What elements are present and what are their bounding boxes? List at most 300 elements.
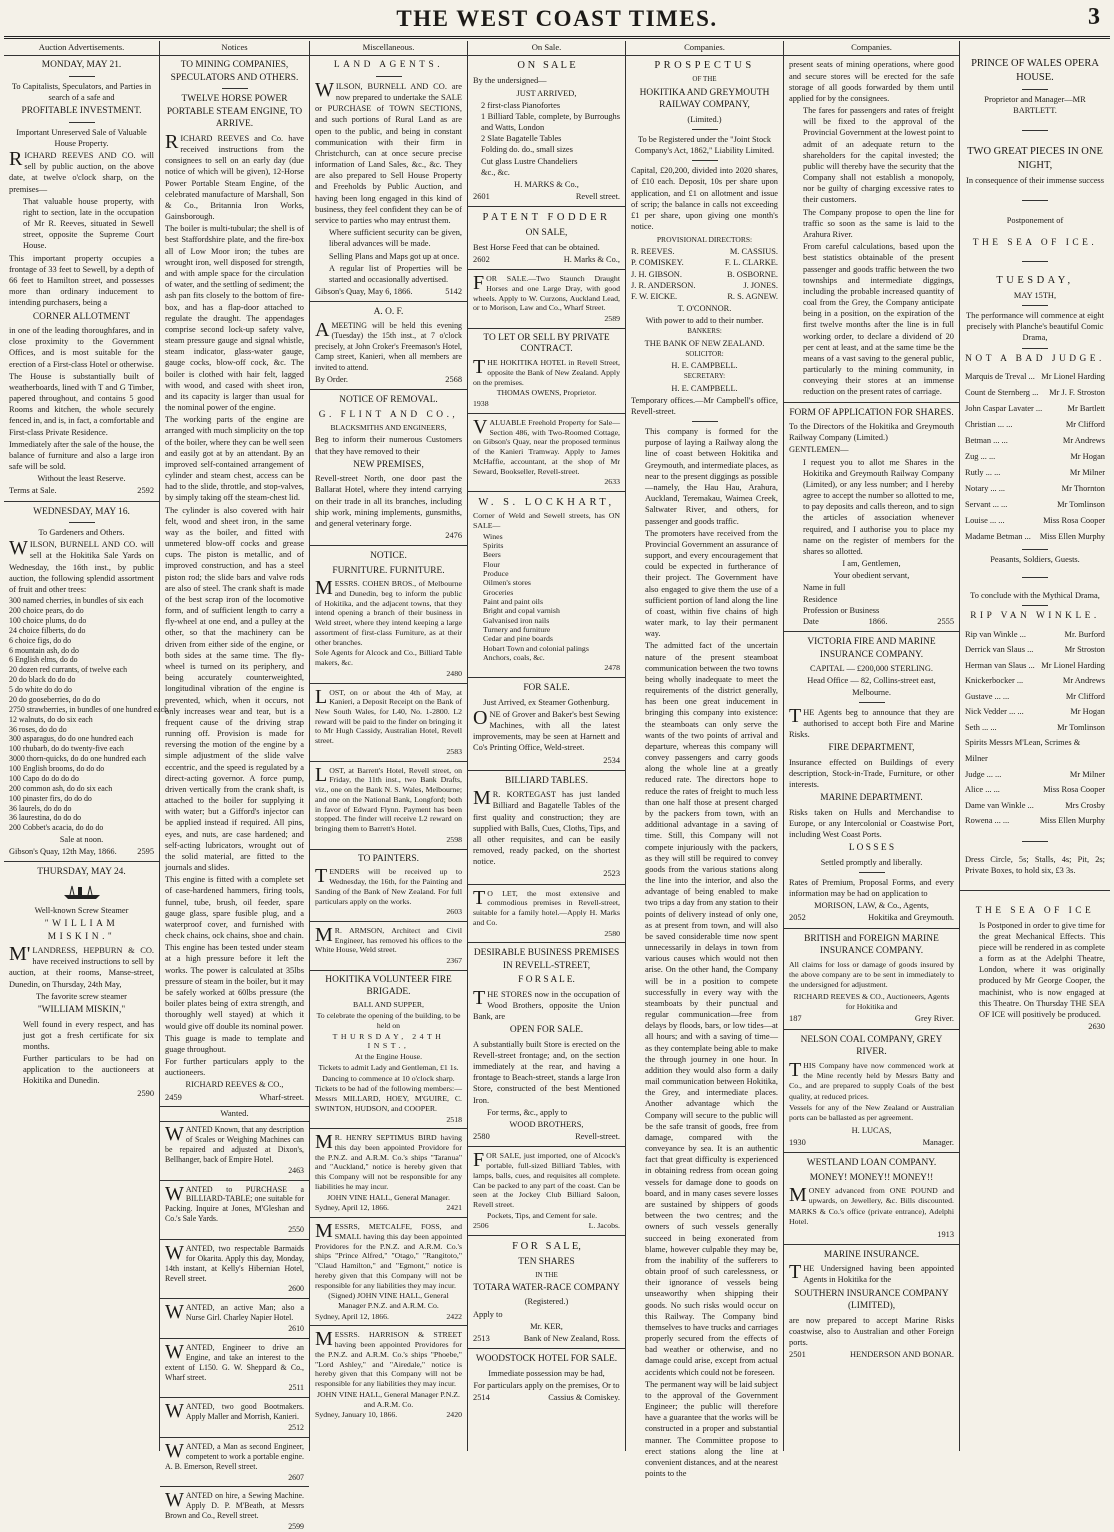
ad-number: 1938	[473, 399, 489, 409]
cast-row: Notary ... ... Mr Thornton	[965, 483, 1105, 493]
capital-text: Capital, £20,200, divided into 2020 shares, of £10 each. Deposit, 10s per share upon application, and £1 on allotment and issue of scrip; the balance in calls not exceeding £1 per share, upon giving one month's notice.	[631, 166, 778, 232]
text: T. O'CONNOR.	[677, 304, 732, 314]
request-text: I request you to allot me Shares in the Hokitika and Greymouth Railway Company (Limited), or any less number; and I hereby agree to accept the number so allotted to me, to pay deposits and calls thereon, and to sign the articles of association whenever required, and I authorise you to place my name on the register of members for the shares so allotted.	[803, 457, 954, 556]
ad-number: 2602	[473, 254, 490, 264]
form-field[interactable]: Name in full	[803, 583, 846, 593]
text: Corner of Weld and Sewell streets, has ON SALE—	[473, 511, 620, 530]
column-companies-2	[784, 41, 960, 1451]
subheading: JUST ARRIVED,	[516, 88, 577, 98]
text: All claims for loss or damage of goods insured by the above company are to be sent in immediately to the undersigned for adjustment.	[789, 959, 954, 990]
heading: TUESDAY,	[996, 275, 1074, 286]
ad-number: 2478	[604, 663, 620, 673]
list-item: 100 Capo do do do do	[9, 773, 79, 783]
ad-number: 2534	[603, 755, 620, 765]
column-heading: On Sale.	[468, 41, 625, 56]
wanted-ad: WANTED, two respectable Barmaids for Okarita. Apply this day, Monday, 14th instant, at Kelly's Hibernian Hotel, Revell street.	[165, 1241, 304, 1283]
ad-number: 187	[789, 1014, 802, 1024]
fares-text: The fares for passengers and rates of freight will be fixed to the approval of the Provincial Government at the lowest point to admit of an adequate return to the shareholders for the capital invested; the public will thereby have the security that the Company shall not establish a monopoly, nor be guilty of charging excessive rates to their customers.	[803, 106, 954, 205]
cast-row: Marquis de Treval ... Mr Lionel Harding	[965, 372, 1105, 382]
ad-number: 2600	[288, 1284, 304, 1294]
signature-place: Wharf-street.	[259, 1092, 304, 1102]
heading: TEN SHARES	[518, 1257, 575, 1268]
ad-number: 2595	[137, 847, 154, 857]
tolet-ad: TO LET, the most extensive and commodious premises in Revell-street, suitable for a family hotel.—Apply H. Marks and Co.	[473, 886, 620, 927]
revell-text: Revell-street North, one door past the Ballarat Hotel, where they intend carrying on their trade in all its branches, including ship work, mining implements, gunsmiths, and general veterinary forge.	[315, 474, 462, 528]
cast-row: Zug ... ... Mr Hogan	[965, 451, 1105, 461]
text: Your obedient servant,	[833, 571, 910, 581]
ship-name: "WILLIAM MISKIN."	[44, 919, 119, 942]
boiler-text: The boiler is multi-tubular; the shell is of best Staffordshire plate, and the fire-box all of Low Moor iron; the tubes are wrought iron, well disposed for strength, and with ample space for the circulation of water, and the settling of sediment; the ash pan fits closely to the bottom of fire-box, and has a flap-door attached to regulate the draught. The appendages comprise second lock-up safety valve, steam pressure gauge and signal whistle, steam indicator, glass-water gauge, gauge cocks, blow-off cock, &c. The boiler is clothed with hair felt, lagged with wood, and cased with sheet iron, and its capacity is larger than usual for the nominal power of the engine.	[165, 224, 304, 413]
list-item: 6 choice figs, do do	[9, 635, 72, 645]
text: H. E. CAMPBELL.	[671, 361, 738, 371]
heading: PROFITABLE INVESTMENT.	[21, 106, 142, 117]
column-on-sale	[468, 41, 626, 1451]
director-row: P. COMISKEY. F. L. CLARKE.	[631, 258, 778, 268]
ad-number: 2590	[137, 1088, 154, 1098]
heading: CORNER ALLOTMENT	[32, 311, 131, 322]
ad-number: 2512	[288, 1423, 304, 1432]
cast-row: Gustave ... ... Mr Clifford	[965, 691, 1105, 701]
text: Insurance effected on Buildings of every description, Stock-in-Trade, Furniture, or other interests.	[789, 757, 954, 790]
ad-number: 2555	[937, 617, 954, 626]
signature: JOHN VINE HALL, General Manager P.N.Z. and A.R.M. Co.	[317, 1389, 460, 1409]
heading: THE SEA OF ICE.	[972, 237, 1098, 248]
heading: G. FLINT AND CO.,	[318, 409, 459, 420]
terms-text: Terms at Sale.	[9, 486, 57, 496]
heading: NEW PREMISES,	[353, 459, 424, 470]
heading: ON SALE,	[525, 228, 568, 239]
signature-place: Hokitika and Greymouth.	[868, 913, 954, 923]
column-companies-1	[626, 41, 784, 1479]
play-title: RIP VAN WINKLE.	[970, 611, 1100, 622]
ad-number: 2601	[473, 192, 490, 202]
masthead	[0, 0, 1114, 40]
signature: Cassius & Comiskey.	[548, 1392, 620, 1402]
brigade-line: To celebrate the opening of the building, to be held on	[316, 1011, 461, 1030]
sale-noon: Sale at noon.	[59, 835, 104, 845]
cast-row: Rip van Winkle ... Mr. Burford	[965, 629, 1105, 639]
signature: WOOD BROTHERS,	[509, 1119, 584, 1129]
ad-number: 2607	[288, 1472, 304, 1482]
list-item: 20 dozen red currants, of twelve each	[9, 665, 128, 675]
heading: THE SEA OF ICE	[975, 906, 1095, 917]
cast-row: Knickerbocker ... Mr Andrews	[965, 676, 1105, 686]
intro: To Capitalists, Speculators, and Parties in search of a safe and	[11, 81, 152, 103]
heading: TO MINING COMPANIES, SPECULATORS AND OTHERS.	[170, 60, 299, 83]
ad-number: 2598	[446, 834, 462, 844]
ad-number: 2501	[789, 1350, 806, 1360]
text: With power to add to their number.	[645, 316, 764, 326]
heading: OPEN FOR SALE.	[509, 1025, 584, 1036]
auction-date: WEDNESDAY, MAY 16.	[33, 506, 130, 517]
heading: DESIRABLE BUSINESS PREMISES IN REVELL-STREET,	[473, 948, 620, 971]
heading: TO LET OR SELL BY PRIVATE CONTRACT.	[483, 332, 610, 355]
text: To the Directors of the Hokitika and Greymouth Railway Company (Limited.)	[789, 422, 954, 443]
alcock-ad: FOR SALE, just imported, one of Alcock's portable, full-sized Billiard Tables, with lamps, balls, cues, and requisites all complete. Can be packed to any part of the coast. Can be seen at the Jockey Club Billiard Saloon, Revell street.	[473, 1149, 620, 1209]
text: H. E. CAMPBELL.	[671, 383, 738, 393]
signature: RICHARD REEVES & CO., Auctioneers, Agents for Hokitika and	[793, 991, 950, 1012]
ad-number: 2476	[445, 531, 462, 541]
text: To be Registered under the "Joint Stock Company's Act, 1862," Liability Limited.	[634, 134, 775, 156]
well-found-text: Well found in every respect, and has just got a fresh certificate for six months.	[23, 1019, 154, 1051]
undersigned-text: THE Undersigned having been appointed Agents in Hokitika for the	[789, 1261, 954, 1285]
further-text: Further particulars to be had on application to the auctioneers at Hokitika and Dunedin.	[23, 1054, 154, 1086]
text: I am, Gentlemen,	[842, 559, 901, 569]
list-item: 12 walnuts, do do six each	[9, 714, 93, 724]
company-name: HOKITIKA AND GREYMOUTH RAILWAY COMPANY,	[639, 87, 770, 111]
subheading: SOLICITOR:	[685, 349, 724, 358]
subheading: PROVISIONAL DIRECTORS:	[656, 235, 753, 245]
hotel-ad: THE HOKITIKA HOTEL in Revell Street, opposite the Bank of New Zealand. Apply on the premises.	[473, 356, 620, 387]
plans-text: Selling Plans and Maps got up at once.	[329, 251, 460, 261]
cast-row: Rowena ... ... Miss Ellen Murphy	[965, 816, 1105, 826]
heading: F O R S A L E.	[518, 975, 575, 986]
form-field[interactable]: Date	[803, 617, 819, 626]
ad-number: 2480	[446, 668, 462, 678]
cast-row: John Caspar Lavater ... Mr Bartlett	[965, 404, 1105, 414]
heading: PATENT FODDER	[482, 212, 611, 224]
cast-row: Dame van Winkle ... Mrs Crosby	[965, 800, 1105, 810]
permanent-text: The permanent way will be laid subject to the approval of the Government Engineer; the public will therefore have a guarantee that the works will be constructed in a proper and substantial manner. The Committee propose to erect stations along the line at convenient distances, and at the nearest points to the	[645, 1379, 778, 1479]
list-item: 3000 thorn-quicks, do do one hundred each	[9, 754, 146, 764]
favorite-text: The favorite screw steamer	[36, 991, 127, 1001]
ad-number: 5142	[445, 287, 462, 297]
date-value: 1866.	[868, 617, 888, 626]
list-item: 2750 strawberries, in bundles of one hundred each	[9, 704, 169, 714]
land-agents-text: WILSON, BURNELL AND CO. are now prepared to undertake the SALE or PURCHASE of TOWN SECTIONS, and such portions of Rural Land as are open to the public, and being in constant communication with their firm in Christchurch, can at once secure precise information of Land Sales, &c., &c. They are also prepared to Sell House Property and Freeholds by Public Auction, and having been long engaged in this kind of business, they feel confident they can be of service to parties who may entrust them.	[315, 78, 462, 225]
ad-number: 2630	[1088, 1022, 1105, 1032]
money-text: MONEY advanced from ONE POUND and upwards, on Jewellery, &c. Bills discounted. MARKS & Co.'s office (private entrance), Adelphi Hotel.	[789, 1184, 954, 1227]
cast-row: Herman van Slaus ... Mr Lionel Harding	[965, 660, 1105, 670]
ad-number: 2463	[288, 1165, 304, 1175]
cast-row: Alice ... ... Miss Rosa Cooper	[965, 785, 1105, 795]
gibson-date: Gibson's Quay, 12th May, 1866.	[9, 847, 117, 857]
signature-place: Grey River.	[914, 1014, 954, 1024]
brigade-line: Tickets to be had of the following members:—Messrs MILLARD, HOEY, M'GUIRE, C. SWINTON, HUDSON, and COOPER.	[315, 1084, 462, 1113]
text: Peasants, Soldiers, Guests.	[990, 554, 1080, 564]
list-item: 36 laurestina, do do do	[9, 813, 82, 823]
company-name: BRITISH and FOREIGN MARINE INSURANCE COMPANY.	[804, 933, 939, 957]
ad-number: 2580	[604, 928, 620, 938]
working-text: The working parts of the engine are arranged with much simplicity on the top of the boiler, where they can be well seen and easily got at by an attendant. By an improved self-contained arrangement of cylinder and steam chest, access can be had to the slide, throttle, and stop-valves, by simply taking off the steam-chest lid.	[165, 415, 304, 503]
column-auction	[4, 41, 169, 1451]
heading: TWO GREAT PIECES IN ONE NIGHT,	[967, 146, 1103, 172]
kortegast-ad: MR. KORTEGAST has just landed Billiard and Bagatelle Tables of the first quality and construction; they are supplied with Balls, Cues, Cloths, Tips, and all other requisites, and can be easily removed, ready packed, on the shortest notice.	[473, 787, 620, 867]
further-text: For further particulars apply to the auctioneers.	[165, 1057, 304, 1078]
director-row: F. W. EICKE. R. S. AGNEW.	[631, 291, 778, 301]
wilson-text: WILSON, BURNELL AND CO. will sell at the Hokitika Sale Yards on Wednesday, the 16th inst., by public auction, the following splendid assortment of fruit and other trees:	[9, 537, 154, 594]
promoters-text: The promoters have received from the Provincial Government an assurance of support, and every encouragement that could be expected in furtherance of their project. The Government have also engaged to give them the use of a sufficient portion of land along the line of coast, within five chains of high water mark, to lay their permanent way.	[645, 528, 778, 639]
cohen-agents: Sole Agents for Alcock and Co., Billiard Table makers, &c.	[315, 648, 462, 668]
ad-number: 2610	[288, 1324, 304, 1333]
text: Settled promptly and liberally.	[820, 857, 923, 867]
subheading: SECRETARY:	[683, 372, 726, 381]
cohen-text: MESSRS. COHEN BROS., of Melbourne and Dunedin, beg to inform the public of Hokitika, and the adjacent towns, that they intend opening a branch of their business in Weld street, where they intend keeping a large assortment of first-class Furniture, as at their other branches.	[315, 577, 462, 647]
list-item: 200 common ash, do do six each	[9, 783, 113, 793]
heading: W. S. LOCKHART,	[478, 497, 615, 509]
director-row: J. H. GIBSON. B. OSBORNE.	[631, 269, 778, 279]
signature: RICHARD REEVES & CO.,	[185, 1080, 284, 1090]
text: MAY 15TH,	[1013, 290, 1057, 300]
list-item: 100 English brooms, do do do	[9, 764, 105, 773]
form-field[interactable]: Profession or Business	[803, 605, 880, 615]
heading: TWELVE HORSE POWER PORTABLE STEAM ENGINE, TO ARRIVE.	[166, 94, 303, 130]
cast-row: Servant ... ... Mr Tomlinson	[965, 499, 1105, 509]
postponed-text: Is Postponed in order to give time for the great Mechanical Effects. This piece will be rendered in as complete a form as at the Adelphi Theatre, London, where it was originally produced by Mr George Cooper, the machinist, who is now engaged at this Theatre. On Thursday THE SEA OF ICE will positively be produced.	[979, 920, 1105, 1019]
ad-number: 2580	[473, 1132, 490, 1142]
ad-number: 2599	[288, 1522, 304, 1531]
text: Pockets, Tips, and Cement for sale.	[487, 1210, 598, 1220]
heading: FOR SALE.	[523, 683, 570, 694]
heading: TO PAINTERS.	[358, 853, 419, 864]
wanted-ad: WANTED, an active Man; also a Nurse Girl. Charley Napier Hotel.	[165, 1301, 304, 1324]
text: By the undersigned—	[473, 76, 547, 86]
text: (Limited.)	[687, 114, 722, 124]
gardeners-text: To Gardeners and Others.	[38, 528, 125, 538]
auction-text: RICHARD REEVES AND CO. will sell by public auction, on the above date, at twelve o'clock sharp, on the premises—	[9, 148, 154, 194]
subheading: BLACKSMITHS AND ENGINEERS,	[330, 423, 447, 433]
ad-number: 2589	[604, 314, 620, 323]
cast-row: Nick Vedder ... ... Mr Hogan	[965, 707, 1105, 717]
text: For particulars apply on the premises, Or to	[473, 1380, 620, 1390]
list-item: 20 do black do do do	[9, 675, 76, 685]
text: The performance will commence at eight precisely with Planche's beautiful Comic Drama,	[966, 311, 1104, 343]
page-number: 3	[1088, 4, 1100, 30]
heading: MONEY! MONEY!! MONEY!!	[809, 1172, 934, 1183]
signature: H. Marks & Co.,	[563, 254, 620, 264]
guage-text: This guage is made to template and guage throughout.	[165, 1033, 304, 1054]
column-heading: Companies.	[626, 41, 783, 56]
open-text: The Company propose to open the line for traffic so soon as the same is laid to the Arahura River.	[803, 207, 954, 239]
list-item: 100 rhubarb, do do twenty-five each	[9, 744, 124, 754]
tested-text: This engine has been tested under steam at a high pressure before it left the works. The power is calculated at 35lbs pressure of steam in the boiler, but it may be safely worked at 60lbs pressure (the boiler plates being of extra strength, and thoroughly well stayed) at which it would give off double its nominal power.	[165, 943, 304, 1031]
text: Risks taken on Hulls and Merchandise to Europe, or any Intercolonial or Coastwise Port, including West Coast Ports.	[789, 807, 954, 840]
text: Just Arrived, ex Steamer Gothenburg.	[483, 697, 610, 707]
column-heading: Auction Advertisements.	[4, 41, 159, 56]
cast-row: Louise ... ... Miss Rosa Cooper	[965, 515, 1105, 525]
column-heading: Notices	[160, 41, 309, 56]
freehold-ad: VALUABLE Freehold Property for Sale—Section 486, with Two-Roomed Cottage, on Gibson's Quay, near the proposed terminus of the Kanieri Tramway. Apply to James McHaffie, accountant, at the shop of Mr Seward, Bookseller, Revell-street.	[473, 415, 620, 476]
cylinder-text: The cylinder is also covered with hair felt, wood and sheet iron, in the same way as the boiler, and fitted with unmetered blow-off cocks and grease cups. The piston is metallic, and of improved construction, and has a steel piston rod; the slide bars and valve rods are also of steel. The crank shaft is made of the best scrap iron of the locomotive form, and of sufficient length to carry a fly-wheel at one end, and a pulley at the other, so that the machinery can be driven from either side of the engine, or both sides at the same time. The fly-wheel is turned on its periphery, and being accurately counterweighted, longitudinal vibration of the engine is prevented, which, when it occurs, not only increases wear and tear, but is a frequent cause of the driving strap running off. Provision is made for reversing the motion of the engine by a simple adjustment of the slide valve eccentric, and the speed is regulated by a direct-acting governor. A force pump, driven vertically from the crank shaft, is attached to the boiler for supplying it with water; but a Gifford's injector can be applied instead if required. All pins, eyes, and nuts, are case hardened; and self-acting lubricators, wrought out of the solid material, are fitted to the journals and slides.	[165, 505, 304, 873]
signature: THOMAS OWENS, Proprietor.	[496, 388, 597, 398]
signature-place: Bank of New Zealand, Ross.	[523, 1333, 620, 1343]
list-item: 300 named cherries, in bundles of six each	[9, 596, 144, 606]
stores-text: THE STORES now in the occupation of Wood Brothers, opposite the Union Bank, are	[473, 986, 620, 1022]
text: Rates of Premium, Proposal Forms, and every information may be had on application to	[789, 877, 954, 899]
signature: H. MARKS & Co.,	[514, 179, 579, 189]
house-text: The House is substantially built of weatherboards, lined with T and G Timber, papered throughout, and contains 5 good Rooms and kitchen, the whole securely fenced in, and is, in fact, a comfortable and First-class Private Residence.	[9, 371, 154, 437]
ad-number: 2511	[288, 1383, 304, 1393]
brigade-line: Dancing to commence at 10 o'clock sharp.	[322, 1073, 455, 1083]
text: Apply to	[473, 1309, 503, 1319]
auction-date: THURSDAY, MAY 24.	[37, 867, 126, 878]
text: CAPITAL — £200,000 STERLING.	[809, 664, 933, 674]
heading: F O R S A L E,	[512, 1241, 581, 1253]
heading: WOODSTOCK HOTEL FOR SALE.	[475, 1354, 618, 1365]
heading: NOTICE.	[370, 551, 407, 562]
cast-row: Seth ... ... Mr Tomlinson	[965, 722, 1105, 732]
section-heading: Wanted.	[160, 1106, 309, 1122]
agents-text: THE Agents beg to announce that they are authorised to accept both Fire and Marine Risks.	[789, 704, 954, 740]
engine-intro: RICHARD REEVES and Co. have received instructions from the consignees to sell on an early day (due notice of which will be given), 12-Horse Power Portable Steam Engine, of the celebrated manufacture of Marshall, Son & Co., Britannia Iron Works, Gainsborough.	[165, 130, 304, 222]
signature-place: Revell street.	[575, 192, 620, 202]
heading: PROSPECTUS	[654, 60, 755, 72]
heading: NOTICE OF REMOVAL.	[339, 395, 438, 406]
cast-row: Count de Sternberg ... Mr J. F. Stroston	[965, 388, 1105, 398]
careful-text: From careful calculations, based upon the best statistics obtainable of the present passenger and goods traffic between the two townships and intermediate diggings, including the probable increased quantity of coal from the Grey, the Company anticipate being in a position, on the expiration of the first twelve months after the line is in full working order, to declare a dividend of 20 per cent at least, and at the same time be the means of a vast saving to the general public, particularly to the mining community, in conveying their stores at an immense reduction on the present rates of carriage.	[803, 242, 954, 397]
tree-list	[9, 596, 169, 833]
fitted-text: This engine is fitted with a complete set of case-hardened hammers, firing tools, funnel, tube, brush, oil feeder, spare gauge glass, spare fusible plug, and a waterproof cover, and furnished with check chains, ock chains, shoe and chain.	[165, 875, 304, 941]
ad-number: 2459	[165, 1092, 182, 1102]
admitted-text: The admitted fact of the uncertain nature of the present steamboat communication between the two towns being wholly inadequate to meet the requirements of the district generally, has been one great inducement in bringing this company into existence: the steamboats can only serve the wants of the two points of arrival and departure, whereas this company will convey passengers and carry goods along the whole line at a greatly reduced rate. The directors hope to reduce the rates of freight to much less than one half those at present charged by the packers from town, with an additional advantage in a saving of time. Still, this Company will not compete injuriously with the packers, as they will still be required to convey goods from the various stations along the line into the interior, and also the advantage of being enabled to make two trips a day from any station to their points of delivery instead of only one, as at present from town, and will also be saved considerable time now spent unnecessarily in delays in town from various causes which would not then arise. On the other hand, the Company will be in a position to compete successfully in every way with the steamboats by their punctual and regular communication—free from delays by floods, bars, or low tides—at all hours; and with a saving of time—as they contemplate being able to make the through journey in one hour. In addition they would also form a daily mail communication between Hokitika, the Grey, and intermediate places. Another advantage which the Company will secure to the public will be the safe transit of goods, free from damage, compared with the conveyance by sea. It is an authentic fact that great difficulty is experienced in obtaining redress from ocean going vessels for damage done to goods on board, and in many cases severe losses are sustained by shippers of goods between the two centres; and the owners of such vessels generally succeed in being exonerated from blame, however culpable they may be, from the inability of the sufferers to obtain proof of such carelessness, or their ignorance of vessels being unseaworthy when shipping their goods. No such risks would occur on this Railway. The Company bind themselves to have trucks and carriages properly secured from the effects of bad weather or otherwise, and no damage could arise, except from actual accidents which could not be foreseen.	[645, 641, 778, 1377]
list-item: 300 asparagus, do do one hundred each	[9, 734, 134, 744]
stores-details: A substantially built Store is erected on the Revell-street frontage; and, on the section immediately at the rear, and having a frontage to Beach-street, stands a large Iron Store, constructed of the best Mentioned Iron.	[473, 1039, 620, 1105]
reserve-text: Without the least Reserve.	[37, 474, 126, 484]
column-heading: Miscellaneous.	[310, 41, 467, 56]
list-item: 36 roses, do do do	[9, 724, 67, 734]
meeting-text: AMEETING will be held this evening (Tuesday) the 15th inst., at 7 o'clock precisely, at John Croker's Freemason's Hotel, Camp street, Kanieri, when all members are invited to attend.	[315, 318, 462, 372]
brigade-line: BALL AND SUPPER,	[353, 1000, 424, 1010]
company-name: NELSON COAL COMPANY, GREY RIVER.	[800, 1034, 943, 1058]
continued-text: present seats of mining operations, where good and secure stores will be erected for the safe storage of all goods forwarded by them until applied for by the consignees.	[789, 60, 954, 103]
date-line: Sydney, April 12, 1866.	[315, 1311, 389, 1321]
heading: MARINE INSURANCE.	[823, 1249, 920, 1260]
list-item: 100 pinaster firs, do do do	[9, 793, 92, 803]
signature: Mr. KER,	[530, 1321, 563, 1331]
grover-ad: ONE of Grover and Baker's best Sewing Machines, with all the latest improvements, may be seen at Harnett and Co's Printing Office, Weld-street.	[473, 706, 620, 753]
column-theatre	[960, 41, 1110, 1451]
heading: O N S A L E	[517, 60, 576, 72]
text: In consequence of their immense success	[966, 176, 1104, 186]
providore-notice: MESSRS, METCALFE, FOSS, and SMALL having this day been appointed Providores for the P.N.Z. and A.R.M. Co.'s ships "Prince Alfred," "Otago," "Rangitoto," "Claud Hamilton," and "Egmont," notice is hereby given that this Company will not be responsible for any liabilities they may incur.	[315, 1220, 462, 1290]
date-line: Sydney, April 12, 1866.	[315, 1203, 389, 1213]
auction-date: MONDAY, MAY 21.	[41, 60, 122, 71]
steamer-text: Well-known Screw Steamer	[34, 905, 129, 915]
company-name: VICTORIA FIRE AND MARINE INSURANCE COMPANY.	[807, 637, 936, 660]
armson-text: MR. ARMSON, Architect and Civil Engineer, has removed his offices to the White House, Weld street.	[315, 923, 462, 955]
horses-ad: FOR SALE.—Two Staunch Draught Horses and one Large Dray, with good wheels. Apply to W. Curzons, Auckland Lead, or to Morison, Law and Co., Wharf Street.	[473, 272, 620, 313]
cast-row: Madame Betman ... Miss Ellen Murphy	[965, 531, 1105, 541]
text: are now prepared to accept Marine Risks coastwise, also to Australian and other Foreign ports.	[789, 1315, 954, 1347]
text: Immediate possession may be had,	[488, 1368, 605, 1378]
masthead-rule	[4, 36, 1110, 39]
brigade-line: At the Engine House.	[354, 1052, 423, 1062]
list-item: 100 choice plums, do do	[9, 615, 87, 625]
register-text: A regular list of Properties will be started and occasionally advertised.	[329, 263, 462, 284]
date-line: Gibson's Quay, May 6, 1866.	[315, 287, 413, 297]
ad-number: 2422	[446, 1311, 462, 1321]
heading: A. O. F.	[373, 307, 404, 318]
signature: MORISON, LAW, & Co., Agents,	[814, 901, 929, 911]
signature-place: Revell-street.	[575, 1132, 620, 1142]
heading: L O S S E S	[848, 843, 895, 854]
form-field[interactable]: Residence	[803, 594, 838, 604]
signature: L. Jacobs.	[588, 1221, 620, 1231]
text: GENTLEMEN—	[789, 445, 849, 455]
cast-row: Betman ... ... Mr Andrews	[965, 436, 1105, 446]
landress-text: M'LANDRESS, HEPBURN & CO. have received instructions to sell by auction, at their rooms, Manse-street, Dunedin, on Thursday, 24th May,	[9, 943, 154, 989]
ad-number: 2367	[446, 956, 462, 966]
ad-number: 2420	[446, 1410, 462, 1420]
heading: HOKITIKA VOLUNTEER FIRE BRIGADE.	[325, 974, 452, 997]
signature: HENDERSON AND BONAR.	[850, 1350, 954, 1360]
text: Head Office — 82, Collins-street east, Melbourne.	[807, 676, 936, 697]
wanted-ad: WANTED Known, that any description of Scales or Weighing Machines can be repaired and adjusted at Dixon's, Bellhanger, back of Empire Hotel.	[165, 1123, 305, 1164]
heading: FIRE DEPARTMENT,	[828, 743, 915, 754]
text: Postponement of	[1006, 216, 1064, 226]
cast-row: Derrick van Slaus ... Mr Stroston	[965, 645, 1105, 655]
text: Proprietor and Manager—MR BARTLETT.	[984, 94, 1086, 116]
cast-row: Judge ... ... Mr Milner	[965, 769, 1105, 779]
wanted-ad: WANTED, a Man as second Engineer, competent to work a portable engine. A. B. Emerson, Revell street.	[165, 1439, 304, 1471]
ad-number: 1913	[937, 1229, 954, 1239]
text: Temporary offices.—Mr Campbell's office, Revell-street.	[631, 395, 778, 416]
list-item: 200 Cobbet's acacia, do do do	[9, 823, 104, 833]
tenders-text: TENDERS will be received up to Wednesday, the 16th, for the Painting and Sanding of the Bank of New Zealand. For full particulars apply on the works.	[315, 865, 462, 906]
cast-row: Rutly ... ... Mr Milner	[965, 467, 1105, 477]
list-item: 20 do gooseberries, do do do	[9, 694, 101, 704]
order-line: By Order.	[315, 375, 349, 385]
text: Vessels for any of the New Zealand or Australian ports can be ballasted as per agreement.	[789, 1103, 954, 1123]
column-miscellaneous	[310, 41, 468, 1451]
providore-notice: MR. HENRY SEPTIMUS BIRD having this day been appointed Providore for the P.N.Z. and A.R.M. Co.'s ships "Taranua" and "Auckland," notice is hereby given that this Company will not be responsible for any liabilities he may incur.	[315, 1131, 462, 1191]
text: To conclude with the Mythical Drama,	[970, 590, 1100, 600]
list-item: 24 choice filberts, do do	[9, 625, 86, 635]
heading: FORM OF APPLICATION FOR SHARES.	[789, 407, 954, 418]
ad-number: 2513	[473, 1333, 490, 1343]
item-list: 2 first-class Pianofortes 1 Billiard Table, complete, by Burroughs and Watts, London 2 Slate Bagatelle Tables Folding do. do., small sizes Cut glass Lustre Chandeliers &c., &c.	[481, 100, 620, 177]
ad-number: 2518	[446, 1114, 462, 1124]
ad-number: 2506	[473, 1221, 489, 1231]
signature-place: Manager.	[922, 1137, 954, 1147]
text: OF THE	[692, 75, 717, 84]
lost-ad: LOST, at Barrett's Hotel, Revell street, on Friday, the 11th inst., two Bank Drafts, viz., one on the Bank N. S. Wales, Melbourne; and one on the National Bank, Longford; both in favor of Edward Flynn. Payment has been stopped. The finder will receive L2 reward on bringing them to Barrett's Hotel.	[315, 763, 462, 834]
heading: FURNITURE. FURNITURE.	[332, 565, 445, 576]
signature: JOHN VINE HALL, General Manager.	[327, 1192, 450, 1202]
ad-number: 2633	[604, 477, 620, 487]
heading: TOTARA WATER-RACE COMPANY	[473, 1282, 620, 1293]
text: IN THE	[535, 1270, 558, 1279]
theatre-name: PRINCE OF WALES OPERA HOUSE.	[971, 58, 1099, 83]
ad-number: 2550	[288, 1225, 304, 1234]
list-item: 6 mountain ash, do do	[9, 645, 79, 655]
play-title: NOT A BAD JUDGE.	[965, 353, 1105, 364]
steamship-icon	[62, 884, 102, 900]
page-columns	[4, 41, 1110, 1531]
text: THE BANK OF NEW ZEALAND.	[644, 338, 765, 348]
ad-number: 2421	[446, 1203, 462, 1213]
company-name: SOUTHERN INSURANCE COMPANY (LIMITED),	[794, 1288, 949, 1312]
ad-number: 2052	[789, 913, 806, 923]
text: Best Horse Feed that can be obtained.	[473, 242, 600, 252]
heading: BILLIARD TABLES.	[505, 775, 588, 786]
subheading: BANKERS:	[687, 327, 722, 336]
wanted-ad: WANTED, Engineer to drive an Engine, and take an interest to the extent of L150. G. W. Sheppard & Co., Wharf street.	[165, 1340, 304, 1382]
ad-number: 2603	[446, 907, 462, 917]
nelson-text: THIS Company have now commenced work at the Mine recently held by Messrs Batty and Co., and are prepared to supply Coals of the best quality, at reduced prices.	[789, 1058, 954, 1101]
providore-notice: MESSRS. HARRISON & STREET having been appointed Providores for the P.N.Z. and A.R.M. Co.'s ships "Phoebe," "Lord Ashley," and "Airedale," notice is hereby given that this Company will not be responsible for any liabilities they may incur.	[315, 1328, 462, 1389]
prices-text: Dress Circle, 5s; Stalls, 4s; Pit, 2s; Private Boxes, to hold six, £3 3s.	[965, 854, 1105, 875]
immediately-text: Immediately after the sale of the house, the balance of furniture and also a large iron safe will be sold.	[9, 439, 154, 472]
brigade-line: THURSDAY, 24TH INST.,	[332, 1031, 445, 1051]
flint-text: Beg to inform their numerous Customers that they have removed to their	[315, 435, 462, 456]
list-item: 5 do white do do do	[9, 685, 72, 694]
wanted-ad: WANTED to PURCHASE a BILLIARD-TABLE; one suitable for Packing. Inquire at Jones, M'Gleshan and Co.'s Sale Yards.	[165, 1182, 304, 1224]
company-name: WESTLAND LOAN COMPANY.	[806, 1158, 937, 1169]
ad-number: 2583	[446, 746, 462, 756]
cast-row: Christian ... ... Mr Clifford	[965, 420, 1105, 430]
director-row: J. R. ANDERSON. J. JONES.	[631, 280, 778, 290]
